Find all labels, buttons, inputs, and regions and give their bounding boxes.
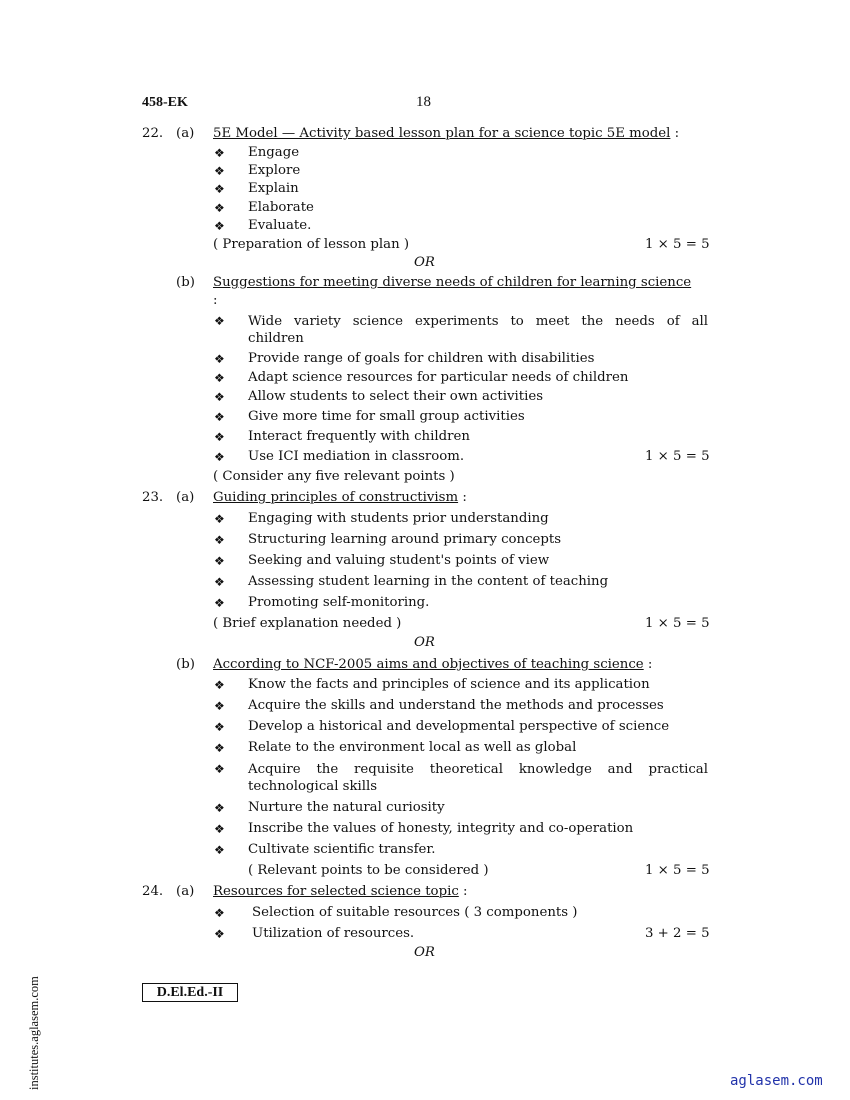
list-item: Explain (248, 181, 299, 196)
list-item: Provide range of goals for children with disabilities (248, 351, 595, 366)
bullet-icon: ❖ (214, 352, 225, 366)
list-item: Engaging with students prior understanding (248, 511, 549, 526)
list-item: Interact frequently with children (248, 429, 470, 444)
list-item: Selection of suitable resources ( 3 components ) (252, 905, 578, 920)
bullet-icon: ❖ (214, 450, 225, 464)
or-separator: OR (414, 255, 435, 270)
or-separator: OR (414, 635, 435, 650)
marks: 1 × 5 = 5 (645, 449, 710, 464)
bullet-icon: ❖ (214, 575, 225, 589)
list-item: Elaborate (248, 200, 314, 215)
bullet-icon: ❖ (214, 390, 225, 404)
bullet-icon: ❖ (214, 699, 225, 713)
part-heading: Suggestions for meeting diverse needs of children for learning science (213, 275, 692, 290)
bullet-icon: ❖ (214, 596, 225, 610)
marks: 1 × 5 = 5 (645, 863, 710, 878)
part-label: (b) (176, 275, 195, 290)
bullet-icon: ❖ (214, 410, 225, 424)
list-item: Acquire the requisite theoretical knowledge and practical (248, 762, 708, 777)
marking-note: ( Brief explanation needed ) (213, 616, 402, 631)
marks: 1 × 5 = 5 (645, 237, 710, 252)
question-number: 23. (142, 490, 164, 505)
list-item: Structuring learning around primary concepts (248, 532, 562, 547)
list-item: Know the facts and principles of science and its application (248, 677, 650, 692)
part-label: (a) (176, 126, 195, 141)
list-item: Relate to the environment local as well as global (248, 740, 577, 755)
list-item: Nurture the natural curiosity (248, 800, 445, 815)
bullet-icon: ❖ (214, 927, 225, 941)
list-item: Assessing student learning in the content of teaching (248, 574, 609, 589)
bullet-icon: ❖ (214, 371, 225, 385)
bullet-icon: ❖ (214, 219, 225, 233)
heading-colon: : (213, 293, 218, 308)
part-heading: Resources for selected science topic : (213, 884, 468, 899)
bullet-icon: ❖ (214, 533, 225, 547)
question-number: 24. (142, 884, 164, 899)
list-item: Give more time for small group activities (248, 409, 525, 424)
bullet-icon: ❖ (214, 720, 225, 734)
page-number: 18 (416, 94, 431, 110)
marks: 1 × 5 = 5 (645, 616, 710, 631)
list-item: Engage (248, 145, 300, 160)
bullet-icon: ❖ (214, 182, 225, 196)
list-item-continuation: technological skills (248, 779, 378, 794)
bullet-icon: ❖ (214, 843, 225, 857)
part-label: (b) (176, 657, 195, 672)
bullet-icon: ❖ (214, 512, 225, 526)
part-heading: Guiding principles of constructivism : (213, 490, 467, 505)
marking-note: ( Preparation of lesson plan ) (213, 237, 410, 252)
bullet-icon: ❖ (214, 678, 225, 692)
bullet-icon: ❖ (214, 741, 225, 755)
list-item: Utilization of resources. (252, 926, 415, 941)
list-item: Use ICI mediation in classroom. (248, 449, 465, 464)
paper-code: 458-EK (142, 95, 188, 110)
bullet-icon: ❖ (214, 822, 225, 836)
list-item: Promoting self-monitoring. (248, 595, 430, 610)
bullet-icon: ❖ (214, 801, 225, 815)
list-item: Inscribe the values of honesty, integrity and co-operation (248, 821, 634, 836)
list-item: Explore (248, 163, 301, 178)
side-watermark: institutes.aglasem.com (27, 976, 41, 1090)
list-item: Adapt science resources for particular needs of children (248, 370, 629, 385)
marking-note: ( Consider any five relevant points ) (213, 469, 455, 484)
bullet-icon: ❖ (214, 554, 225, 568)
list-item: Seeking and valuing student's points of view (248, 553, 550, 568)
bullet-icon: ❖ (214, 314, 225, 328)
list-item: Acquire the skills and understand the methods and processes (248, 698, 664, 713)
or-separator: OR (414, 945, 435, 960)
part-heading: According to NCF-2005 aims and objectives of teaching science : (213, 657, 653, 672)
question-number: 22. (142, 126, 164, 141)
bullet-icon: ❖ (214, 430, 225, 444)
list-item: Evaluate. (248, 218, 312, 233)
part-label: (a) (176, 884, 195, 899)
part-heading: 5E Model — Activity based lesson plan for a science topic 5E model : (213, 126, 680, 141)
bullet-icon: ❖ (214, 201, 225, 215)
marking-note: ( Relevant points to be considered ) (248, 863, 489, 878)
bullet-icon: ❖ (214, 762, 225, 776)
part-label: (a) (176, 490, 195, 505)
marks: 3 + 2 = 5 (645, 926, 710, 941)
list-item: Allow students to select their own activities (248, 389, 544, 404)
list-item: Wide variety science experiments to meet the needs of all (248, 314, 708, 329)
bullet-icon: ❖ (214, 164, 225, 178)
course-code-box: D.El.Ed.-II (142, 983, 238, 1002)
bullet-icon: ❖ (214, 146, 225, 160)
list-item: Cultivate scientific transfer. (248, 842, 436, 857)
brand-link[interactable]: aglasem.com (730, 1073, 823, 1089)
list-item: Develop a historical and developmental perspective of science (248, 719, 670, 734)
bullet-icon: ❖ (214, 906, 225, 920)
list-item-continuation: children (248, 331, 304, 346)
